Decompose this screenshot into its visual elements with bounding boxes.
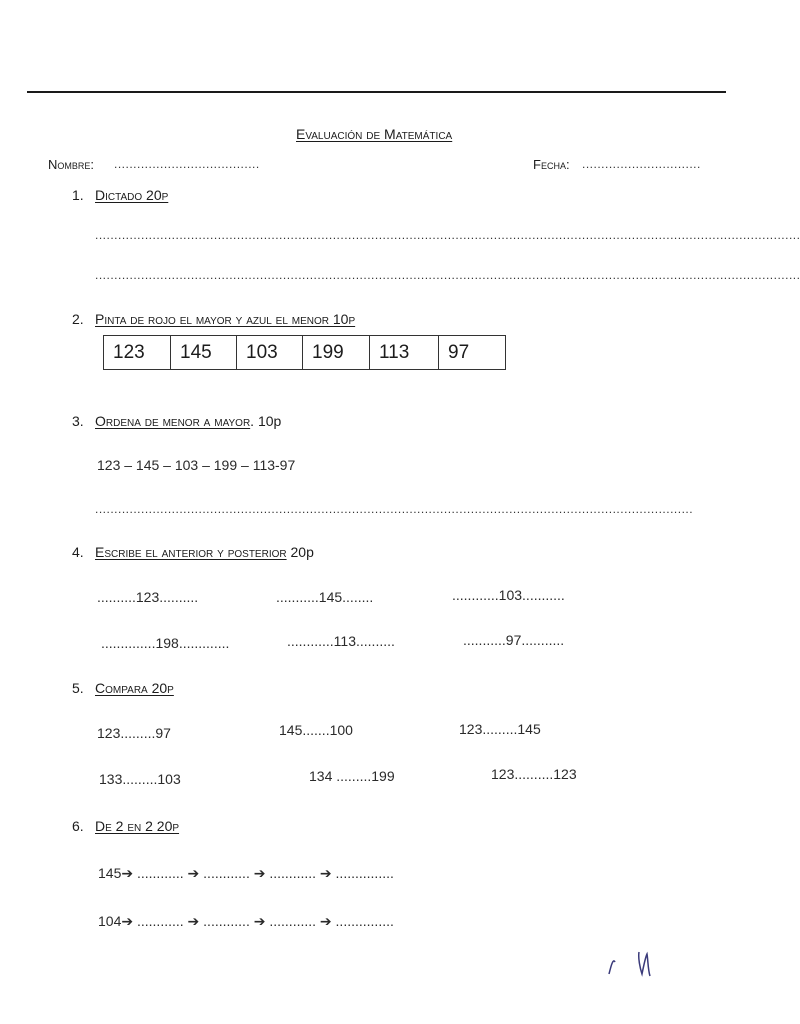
- name-label: Nombre:: [48, 157, 95, 172]
- number-cell[interactable]: 97: [439, 336, 506, 370]
- q6-sequence-row[interactable]: 104➔ ............ ➔ ............ ➔ ............ ➔ ...............: [98, 913, 394, 929]
- q6-sequence-row[interactable]: 145➔ ............ ➔ ............ ➔ ............ ➔ ...............: [98, 865, 394, 881]
- q4-row1-item[interactable]: ...........145........: [276, 589, 374, 605]
- q5-row1-item[interactable]: 123.........97: [97, 725, 171, 741]
- q4-number: 4.: [72, 544, 84, 560]
- q5-row2-item[interactable]: 134 .........199: [309, 768, 395, 784]
- q4-title: Escribe el anterior y posterior: [95, 544, 287, 560]
- q4-row2-item[interactable]: ............113..........: [287, 633, 395, 649]
- signature-mark: [604, 944, 674, 984]
- q3-number: 3.: [72, 413, 84, 429]
- q5-row2-item[interactable]: 123..........123: [491, 766, 577, 782]
- q4-heading: [95, 544, 314, 560]
- page-title: Evaluación de Matemática: [296, 126, 453, 142]
- q6-number: 6.: [72, 818, 84, 834]
- q4-row2-item[interactable]: ...........97...........: [463, 632, 565, 648]
- q1-answer-line-1[interactable]: ........................................................................................................................................................................................: [95, 228, 800, 242]
- q1-answer-line-2[interactable]: ........................................................................................................................................................................................: [95, 268, 800, 282]
- q2-number: 2.: [72, 311, 84, 327]
- q3-title: Ordena de menor a mayor: [95, 413, 251, 429]
- q3-points: . 10p: [250, 413, 282, 429]
- q3-answer-line[interactable]: ............................................................................................................................................................: [95, 502, 694, 516]
- q6-title: De 2 en 2 20p: [95, 818, 180, 834]
- number-cell[interactable]: 103: [237, 336, 303, 370]
- q3-sequence: 123 – 145 – 103 – 199 – 113-97: [97, 457, 296, 473]
- q5-row2-item[interactable]: 133.........103: [99, 771, 181, 787]
- q3-heading: [95, 413, 281, 429]
- q4-row1-item[interactable]: ............103...........: [452, 587, 565, 603]
- q5-row1-item[interactable]: 123.........145: [459, 721, 541, 737]
- number-box-table: [103, 335, 506, 370]
- q1-title: Dictado 20p: [95, 187, 169, 203]
- q5-row1-item[interactable]: 145.......100: [279, 722, 353, 738]
- q5-number: 5.: [72, 680, 84, 696]
- q4-row2-item[interactable]: ..............198.............: [101, 635, 230, 651]
- number-cell[interactable]: 145: [171, 336, 237, 370]
- name-field[interactable]: ......................................: [114, 157, 260, 171]
- q4-row1-item[interactable]: ..........123..........: [97, 589, 199, 605]
- number-cell[interactable]: 123: [104, 336, 171, 370]
- number-cell[interactable]: 113: [370, 336, 439, 370]
- q4-points: 20p: [290, 544, 314, 560]
- q1-number: 1.: [72, 187, 84, 203]
- q5-title: Compara 20p: [95, 680, 174, 696]
- date-label: Fecha:: [533, 157, 570, 172]
- q2-title: Pinta de rojo el mayor y azul el menor 10p: [95, 311, 356, 327]
- date-field[interactable]: ...............................: [582, 157, 701, 171]
- top-rule: [27, 91, 726, 93]
- number-cell[interactable]: 199: [303, 336, 370, 370]
